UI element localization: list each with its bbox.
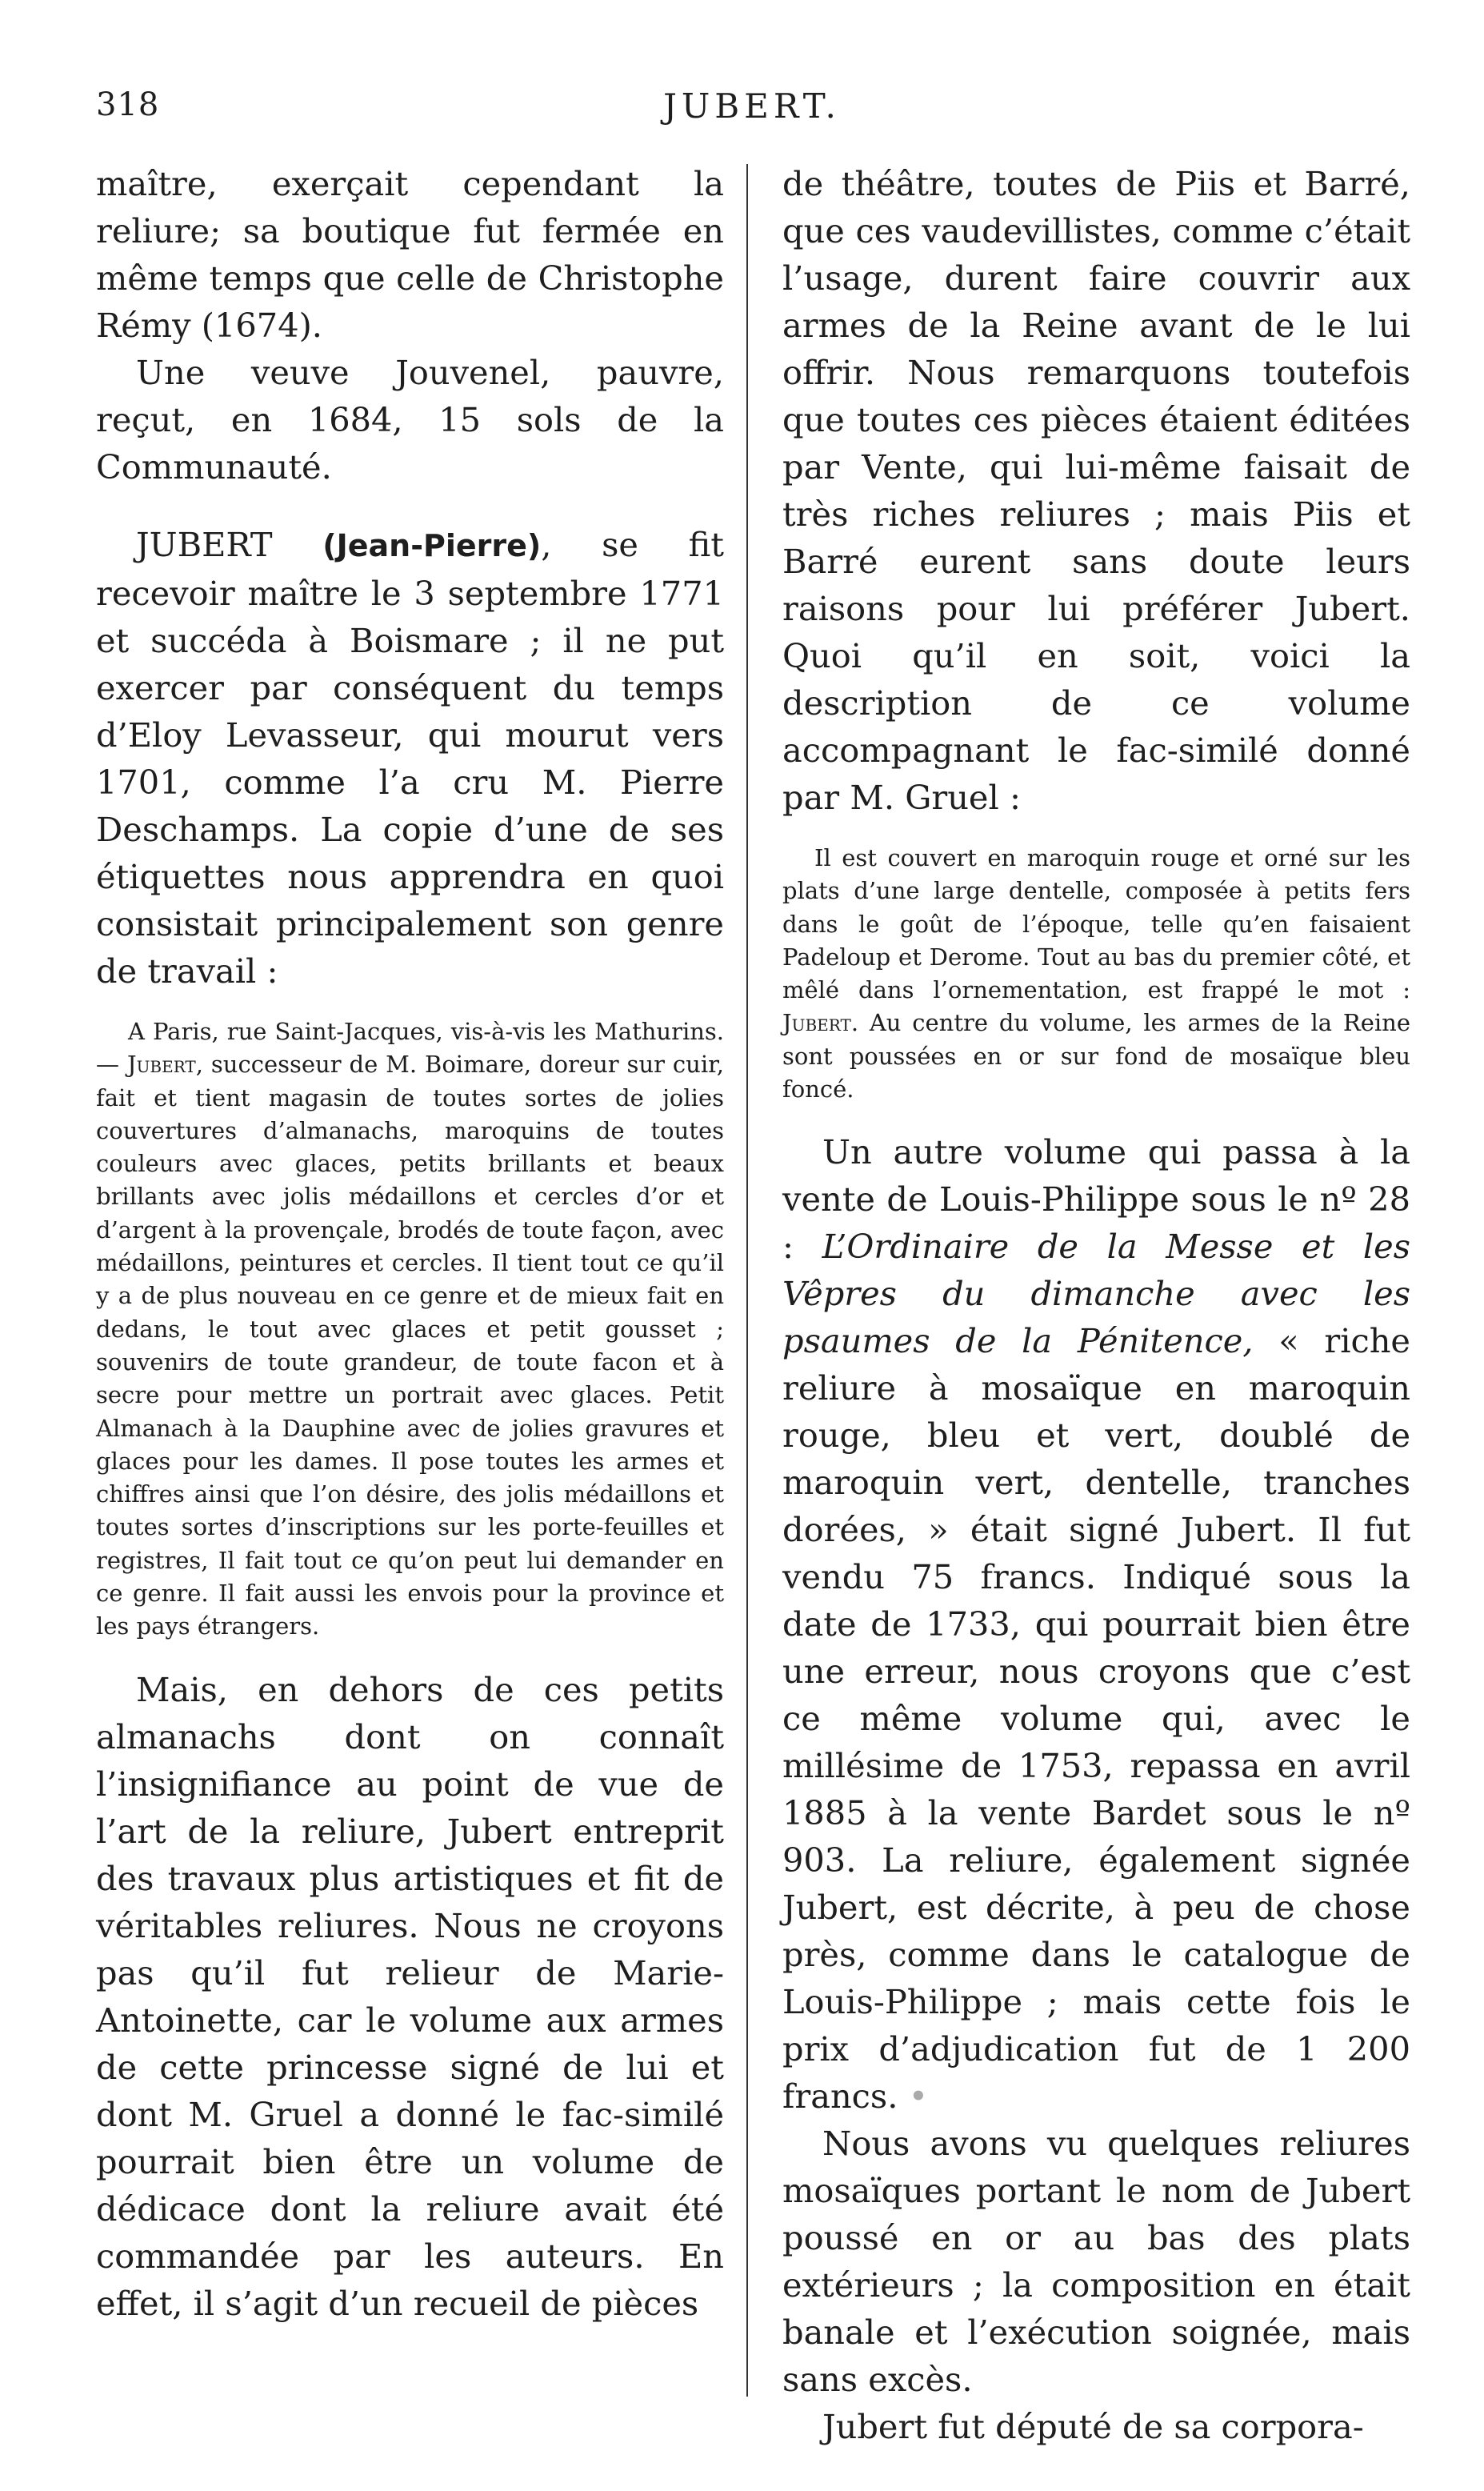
paragraph-louis-philippe — [782, 1128, 1410, 2120]
paragraph-jubert-entry — [96, 521, 724, 995]
running-title: JUBERT. — [663, 86, 841, 126]
quote-binder-name: Jubert — [126, 1051, 196, 1079]
paragraph-mosaic-bindings: Nous avons vu quelques reliures mosaïques portant le nom de Jubert poussé en or au bas des plats extérieurs ; la composition en était banale et l’exécution soignée, mais sans excès. — [782, 2124, 1410, 2400]
quote-text-start: A Paris, rue Saint-Jacques, vis-à-vis les Mathurins. — — [96, 1018, 724, 1079]
paragraph-deputy: Jubert fut député de sa corpora- — [822, 2407, 1364, 2447]
entry-surname: JUBERT — [136, 525, 273, 564]
lp-text-rest: « riche reliure à mosaïque en maroquin rouge, bleu et vert, doublé de maroquin vert, dentelle, tranches dorées, » était signé Jubert. Il fut vendu 75 francs. Indiqué sous la date de 1733, qui pourrait bien être une erreur, nous croyons que c’est ce même volume qui, avec le millésime de 1753, repassa en avril 1885 à la vente Bardet sous le nº 903. La reliure, également signée Jubert, est décrite, à peu de chose près, comme dans le catalogue de Louis-Philippe ; mais cette fois le prix d’adjudication fut de 1 200 francs. — [782, 1321, 1410, 2117]
entry-text: , se fit recevoir maître le 3 septembre 1771 et succéda à Boismare ; il ne put exercer par conséquent du temps d’Eloy Levasseur, qui mourut vers 1701, comme l’a cru M. Pierre Deschamps. La copie d’une de ses étiquettes nous apprendra en quoi consistait principalement son genre de travail : — [96, 525, 724, 991]
description-quotation — [782, 842, 1410, 1106]
ink-speck: • — [908, 2077, 929, 2117]
paragraph-jouvenel: Une veuve Jouvenel, pauvre, reçut, en 1684, 15 sols de la Communauté. — [96, 353, 724, 487]
right-column — [782, 160, 1410, 2447]
paragraph-remy: maître, exerçait cependant la reliure; sa boutique fut fermée en même temps que celle de Christophe Rémy (1674). — [96, 164, 724, 345]
lp-book-title: L’Ordinaire de la Messe et les Vêpres du dimanche avec les psaumes de la Pénitence, — [782, 1227, 1410, 1361]
left-column — [96, 160, 724, 2417]
column-divider — [746, 164, 748, 2397]
quote-text-rest: , successeur de M. Boimare, doreur sur cuir, fait et tient magasin de toutes sortes de jolies couvertures d’almanachs, maroquins de toutes couleurs avec glaces, petits brillants et beaux brillants avec jolis médaillons et cercles d’or et d’argent à la provençale, brodés de toute façon, avec médaillons, peintures et cercles. Il tient tout ce qu’il y a de plus nouveau en ce genre et de mieux fait en dedans, le tout avec glaces et petit gousset ; souvenirs de toute grandeur, de toute facon et à secre pour mettre un portrait avec glaces. Petit Almanach à la Dauphine avec de jolies gravures et glaces pour les dames. Il pose toutes les armes et chiffres ainsi que l’on désire, des jolis médaillons et toutes sortes d’inscriptions sur les porte-feuilles et registres, Il fait tout ce qu’on peut lui demander en ce genre. Il fait aussi les envois pour la province et les pays étrangers. — [96, 1051, 725, 1640]
lp-text-start: Un autre volume qui passa à la vente de Louis-Philippe sous le nº 28 : — [782, 1132, 1410, 1267]
description-binder-name: Jubert — [782, 1009, 851, 1037]
description-text-rest: . Au centre du volume, les armes de la Reine sont poussées en or sur fond de mosaïque bleu foncé. — [782, 1009, 1410, 1103]
entry-first-names: (Jean-Pierre) — [322, 528, 542, 563]
paragraph-almanachs: Mais, en dehors de ces petits almanachs dont on connaît l’insignifiance au point de vue de l’art de la reliure, Jubert entreprit des travaux plus artistiques et fit de véritables reliures. Nous ne croyons pas qu’il fut relieur de Marie-Antoinette, car le volume aux armes de cette princesse signé de lui et dont M. Gruel a donné le fac-similé pourrait bien être un volume de dédicace dont la reliure avait été commandée par les auteurs. En effet, il s’agit d’un recueil de pièces — [96, 1669, 724, 2323]
paragraph-theatre: de théâtre, toutes de Piis et Barré, que ces vaudevillistes, comme c’était l’usage, durent faire couvrir aux armes de la Reine avant de le lui offrir. Nous remarquons toutefois que toutes ces pièces étaient éditées par Vente, qui lui-même faisait de très riches reliures ; mais Piis et Barré eurent sans doute leurs raisons pour lui préférer Jubert. Quoi qu’il en soit, voici la description de ce volume accompagnant le fac-similé donné par M. Gruel : — [782, 164, 1410, 817]
page-number: 318 — [96, 86, 160, 123]
description-text-start: Il est couvert en maroquin rouge et orné sur les plats d’une large dentelle, composée à petits fers dans le goût de l’époque, telle qu’en faisaient Padeloup et Derome. Tout au bas du premier côté, et mêlé dans l’ornementation, est frappé le mot : — [782, 844, 1410, 1004]
label-quotation — [96, 1015, 724, 1644]
page-header — [96, 86, 1408, 134]
